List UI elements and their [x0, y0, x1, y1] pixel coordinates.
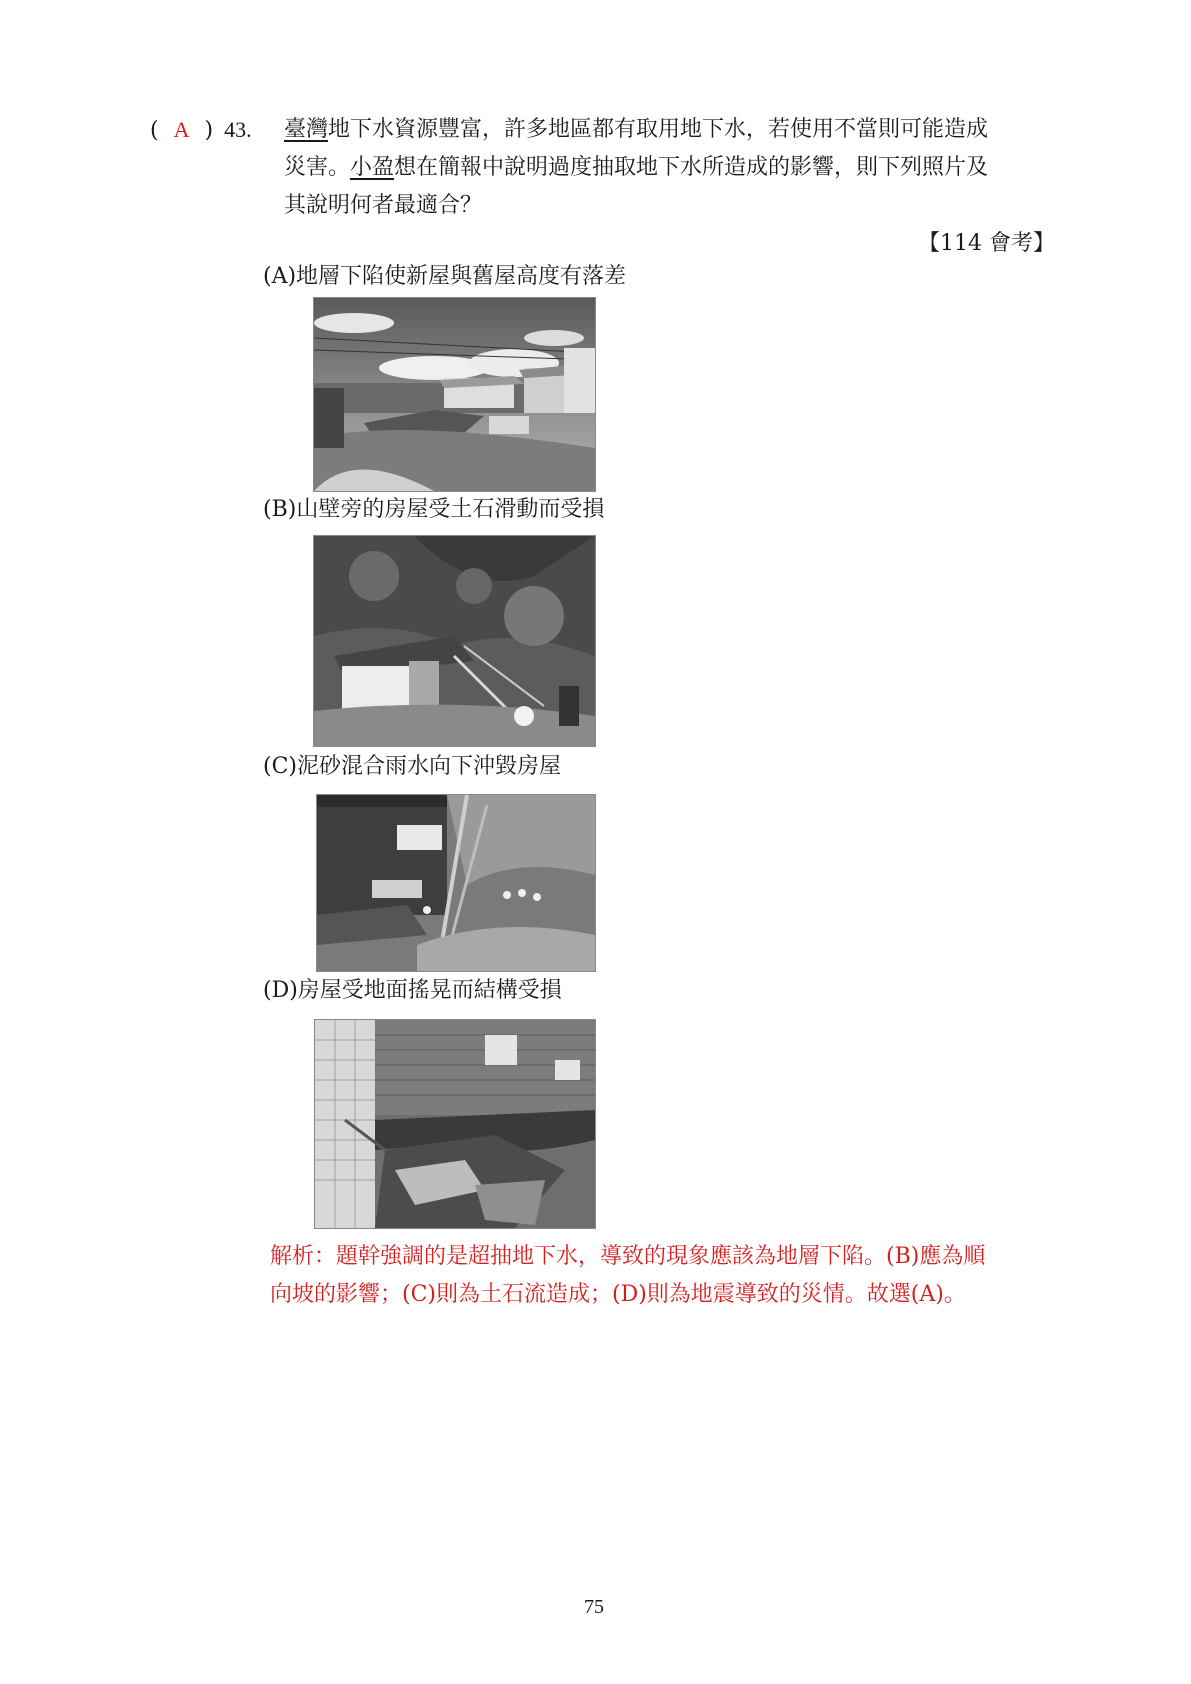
- subsided-houses-photo: [314, 298, 595, 491]
- question-line-1: [150, 112, 252, 149]
- person-name: 小盈: [350, 155, 395, 180]
- explanation-line-1: 解析：題幹強調的是超抽地下水，導致的現象應該為地層下陷。(B)應為順: [270, 1244, 986, 1269]
- question-text-1: 地下水資源豐富，許多地區都有取用地下水，若使用不當則可能造成: [328, 117, 989, 142]
- option-c-label: (C)泥砂混合雨水向下沖毀房屋: [263, 754, 561, 779]
- exam-source: 【114 會考】: [918, 231, 1055, 256]
- debris-flow-photo: [317, 795, 595, 971]
- page-number: 75: [584, 1596, 604, 1618]
- place-name: 臺灣: [284, 117, 329, 142]
- answer-letter: A: [173, 117, 190, 142]
- question-text-line-1: [284, 112, 988, 148]
- landslide-house-photo: [314, 536, 595, 746]
- option-b-photo: [313, 535, 596, 747]
- question-text-line-3: 其說明何者最適合？: [284, 193, 483, 218]
- question-text-line-2: [284, 150, 988, 186]
- answer-paren-close: ): [204, 118, 214, 143]
- option-c-photo: [316, 794, 596, 972]
- option-b-label: (B)山壁旁的房屋受土石滑動而受損: [263, 497, 605, 522]
- earthquake-damage-photo: [315, 1020, 595, 1228]
- question-number: 43.: [224, 117, 252, 142]
- question-text-2b: 想在簡報中說明過度抽取地下水所造成的影響，則下列照片及: [394, 155, 989, 180]
- option-a-photo: [313, 297, 596, 492]
- option-a-label: (A)地層下陷使新屋與舊屋高度有落差: [263, 264, 627, 289]
- answer-paren-open: (: [150, 118, 159, 143]
- option-d-label: (D)房屋受地面搖晃而結構受損: [263, 978, 562, 1003]
- explanation-line-2: 向坡的影響；(C)則為土石流造成；(D)則為地震導致的災情。故選(A)。: [270, 1282, 966, 1307]
- option-d-photo: [314, 1019, 596, 1229]
- question-text-2a: 災害。: [284, 155, 351, 180]
